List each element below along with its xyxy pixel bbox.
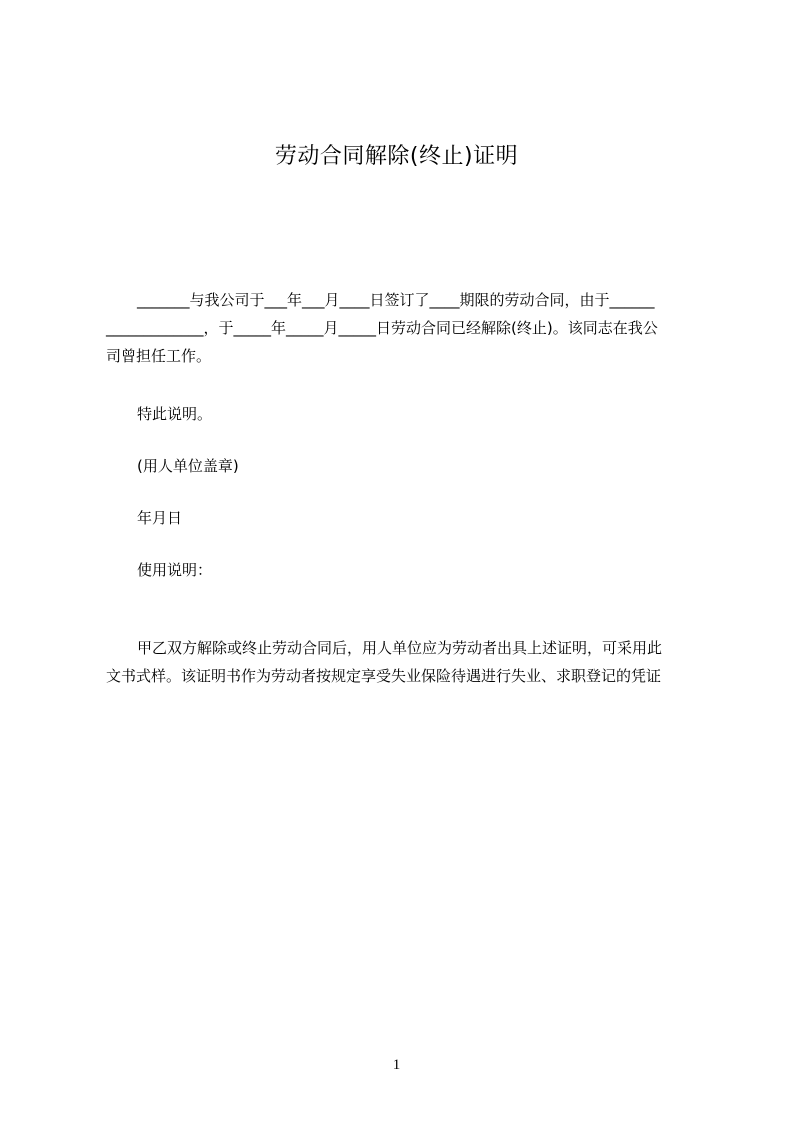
intro-line-3: 司曾担任工作。 <box>106 347 212 365</box>
usage-body-line-2: 文书式样。该证明书作为劳动者按规定享受失业保险待遇进行失业、求职登记的凭证 <box>106 667 662 685</box>
page-title: 劳动合同解除(终止)证明 <box>274 144 519 169</box>
date-line: 年月日 <box>137 509 183 527</box>
intro-paragraph <box>106 286 700 370</box>
page-number: 1 <box>392 1057 401 1073</box>
intro-line-2: _____________，于_____年_____月_____日劳动合同已经解除(终止)。该同志在我公 <box>106 319 658 337</box>
special-note: 特此说明。 <box>137 405 213 423</box>
usage-heading: 使用说明： <box>137 561 213 579</box>
intro-line-1: _______与我公司于___年___月____日签订了____期限的劳动合同，由于______ <box>137 291 655 309</box>
usage-body-line-1: 甲乙双方解除或终止劳动合同后，用人单位应为劳动者出具上述证明，可采用此 <box>137 639 663 657</box>
seal-line: (用人单位盖章) <box>137 457 239 475</box>
usage-body-paragraph <box>106 634 700 690</box>
